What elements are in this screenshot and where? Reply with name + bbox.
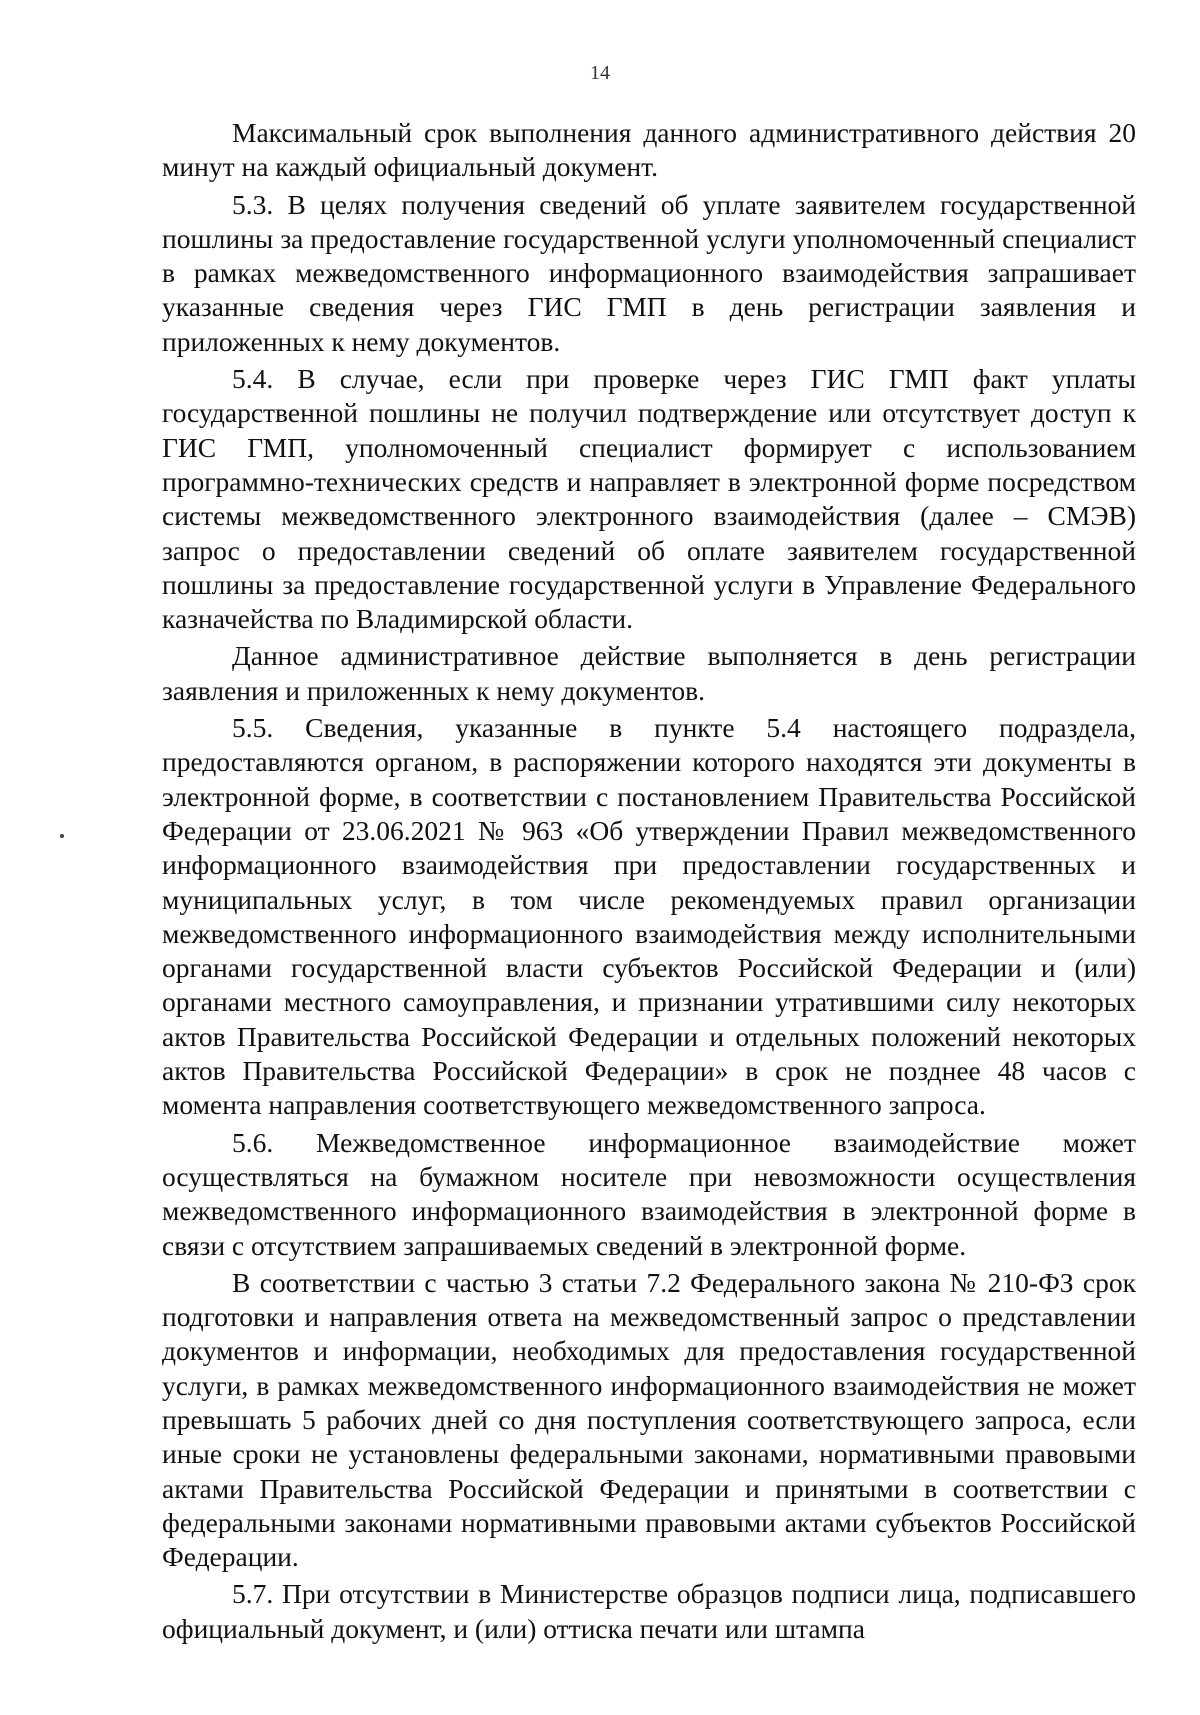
paragraph-5-5: 5.5. Сведения, указанные в пункте 5.4 настоящего подраздела, предоставляются органом, в распоряжении которого находятся эти документы в электронной форме, в соответствии с постановлением Правительства Российской Федерации от 23.06.2021 № 963 «Об утверждении Правил межведомственного информационного взаимодействия при предоставлении государственных и муниципальных услуг, в том числе рекомендуемых правил организации межведомственного информационного взаимодействия между исполнительными органами государственной власти субъектов Российской Федерации и (или) органами местного самоуправления, и признании утратившими силу некоторых актов Правительства Российской Федерации и отдельных положений некоторых актов Правительства Российской Федерации» в срок не позднее 48 часов с момента направления соответствующего межведомственного запроса. [162, 712, 1136, 1121]
paragraph-5-3: 5.3. В целях получения сведений об уплате заявителем государственной пошлины за предоставление государственной услуги уполномоченный специалист в рамках межведомственного информационного взаимодействия запрашивает указанные сведения через ГИС ГМП в день регистрации заявления и приложенных к нему документов. [162, 188, 1136, 357]
paragraph-5-4: 5.4. В случае, если при проверке через ГИС ГМП факт уплаты государственной пошлины не получил подтверждение или отсутствует доступ к ГИС ГМП, уполномоченный специалист формирует с использованием программно-технических средств и направляет в электронной форме посредством системы межведомственного электронного взаимодействия (далее – СМЭВ) запрос о предоставлении сведений об оплате заявителем государственной пошлины за предоставление государственной услуги в Управление Федерального казначейства по Владимирской области. [162, 363, 1136, 635]
paragraph-210-fz: В соответствии с частью 3 статьи 7.2 Федерального закона № 210-ФЗ срок подготовки и направления ответа на межведомственный запрос о представлении документов и информации, необходимых для предоставления государственной услуги, в рамках межведомственного информационного взаимодействия не может превышать 5 рабочих дней со дня поступления соответствующего запроса, если иные сроки не установлены федеральными законами, нормативными правовыми актами Правительства Российской Федерации и принятыми в соответствии с федеральными законами нормативными правовыми актами субъектов Российской Федерации. [162, 1266, 1136, 1573]
paragraph-5-7: 5.7. При отсутствии в Министерстве образцов подписи лица, подписавшего официальный документ, и (или) оттиска печати или штампа [162, 1578, 1136, 1644]
paragraph-max-duration: Максимальный срок выполнения данного административного действия 20 минут на каждый официальный документ. [162, 117, 1136, 183]
paragraph-registration-day: Данное административное действие выполняется в день регистрации заявления и приложенных к нему документов. [162, 640, 1136, 706]
paragraph-5-6: 5.6. Межведомственное информационное взаимодействие может осуществляться на бумажном носителе при невозможности осуществления межведомственного информационного взаимодействия в электронной форме в связи с отсутствием запрашиваемых сведений в электронной форме. [162, 1126, 1136, 1261]
page-number: 14 [590, 62, 610, 84]
document-body [162, 116, 1136, 1646]
margin-mark [60, 834, 64, 838]
